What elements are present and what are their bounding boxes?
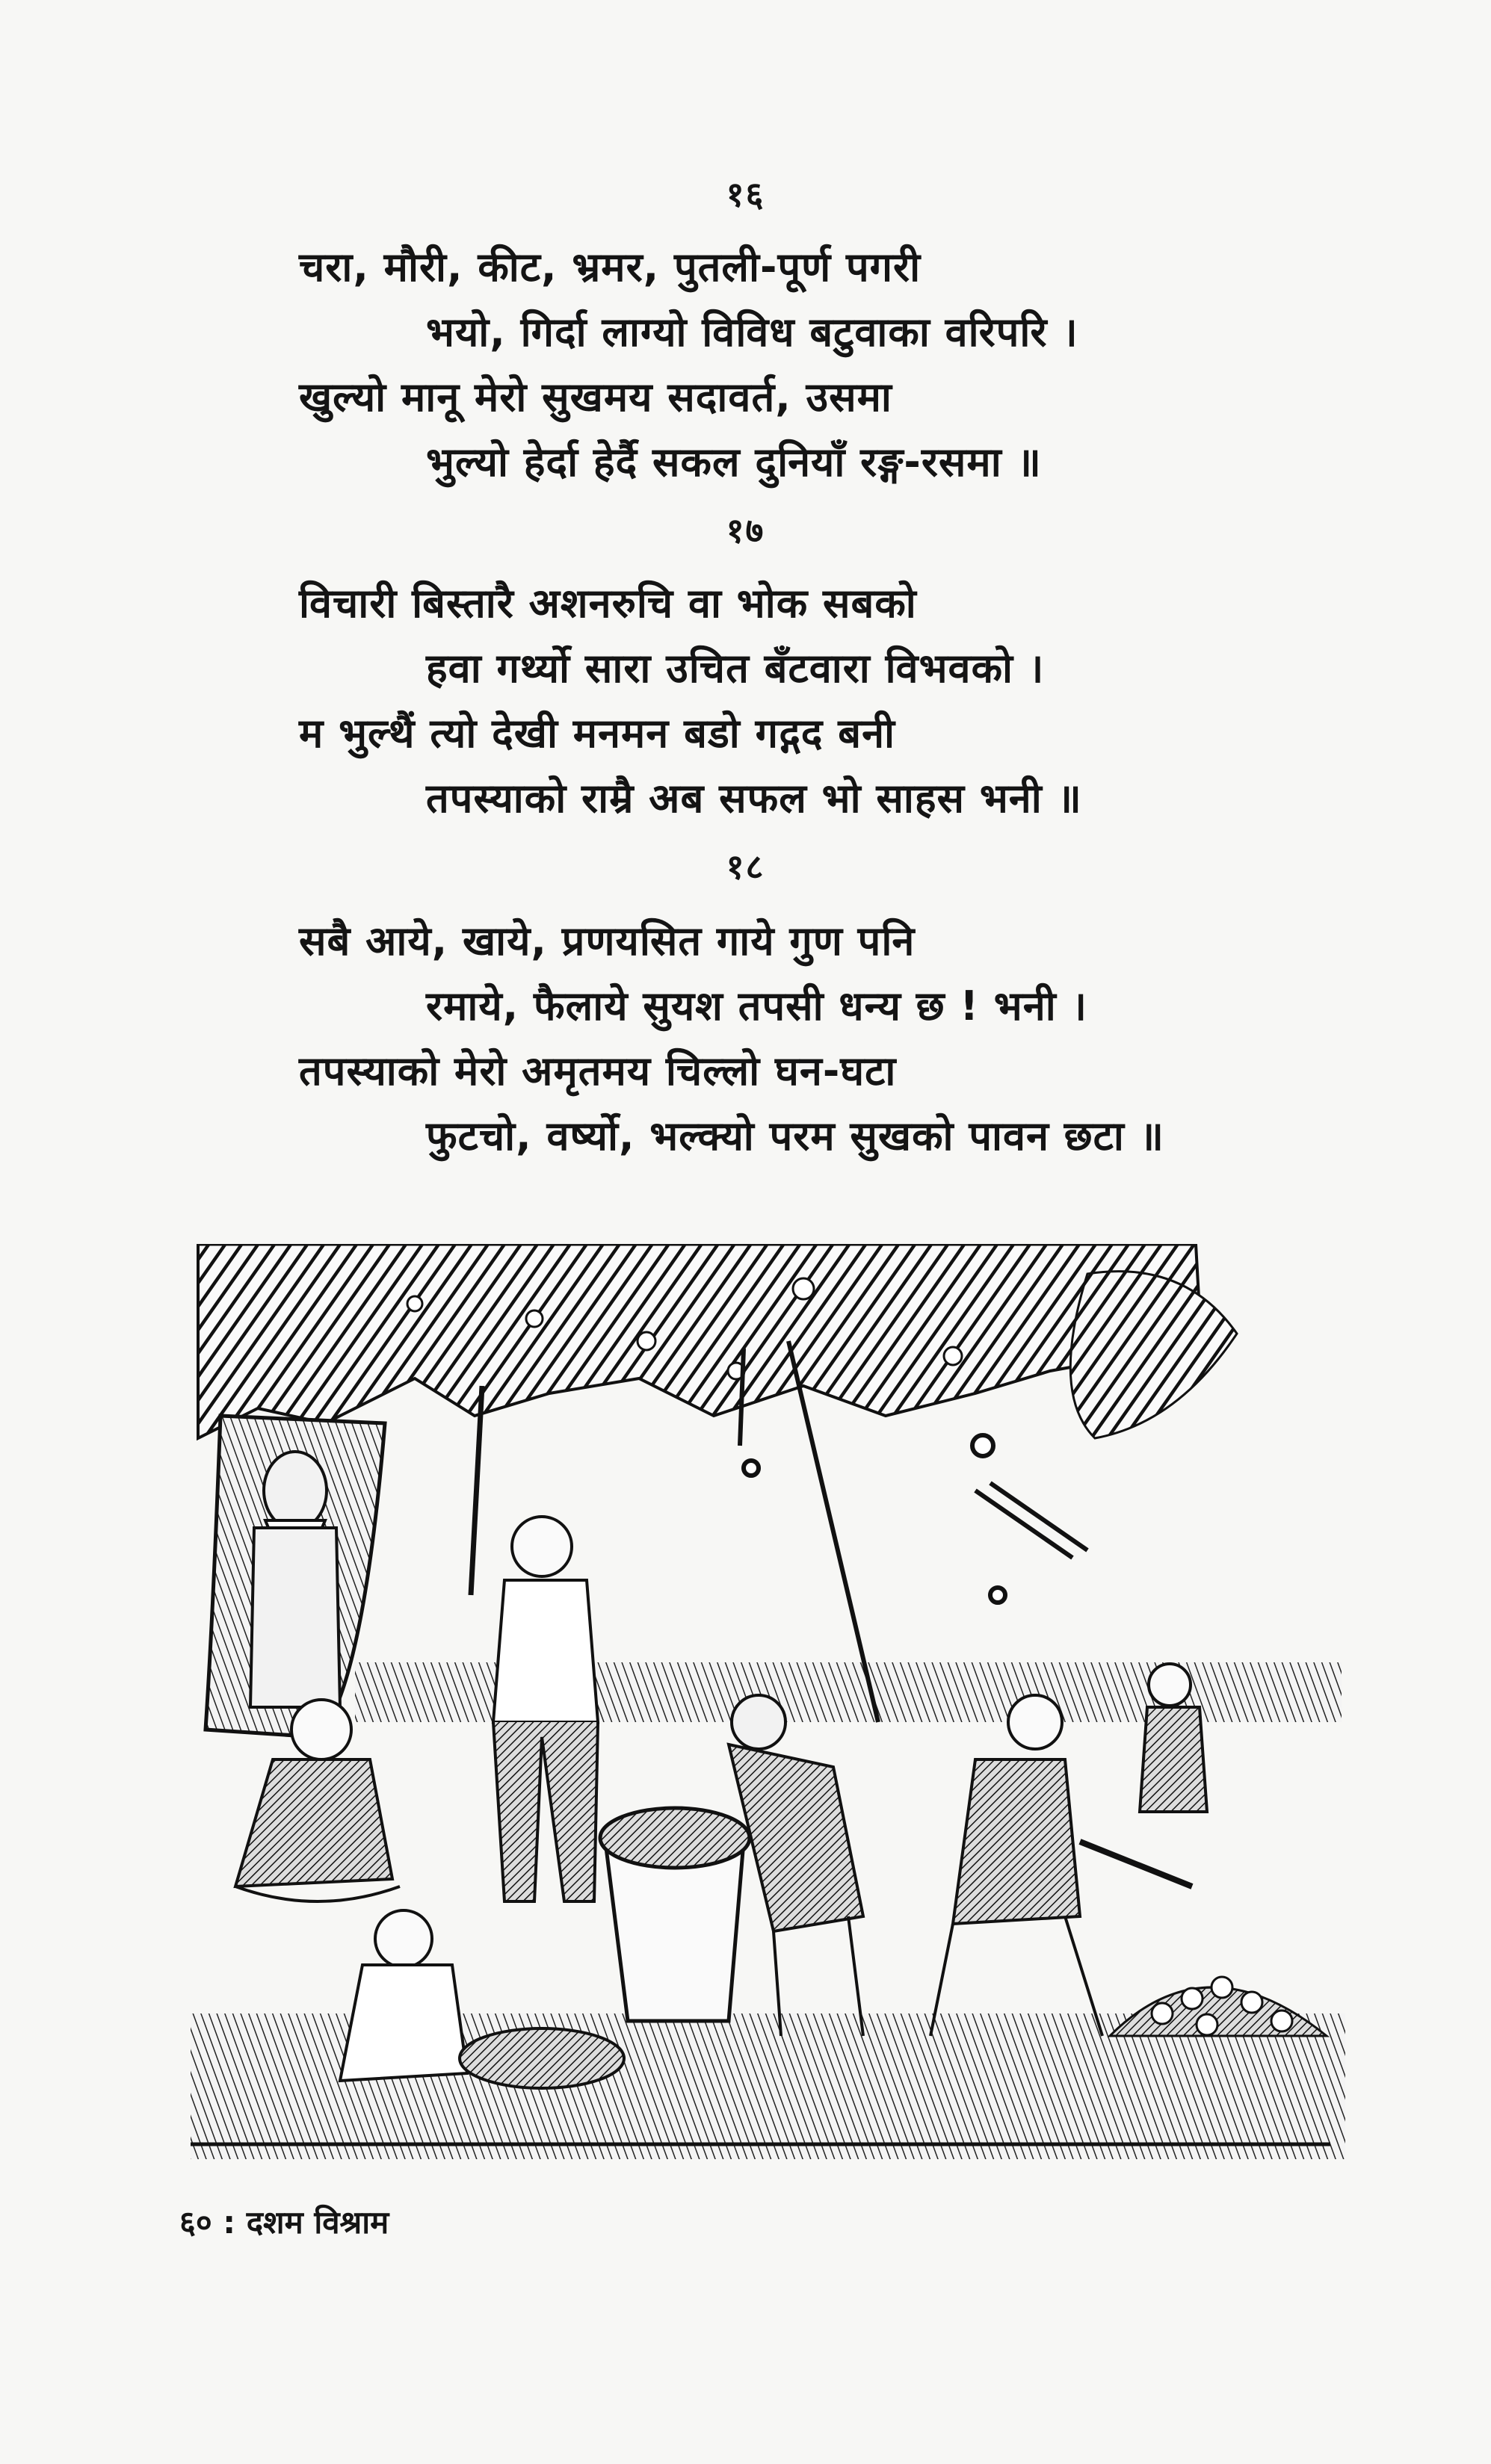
verse-line: तपस्याको राम्रै अब सफल भो साहस भनी ॥ [426, 775, 1082, 822]
verse-line: म भुल्थैं त्यो देखी मनमन बडो गद्गद बनी [299, 710, 896, 757]
fruit-pile [1110, 1977, 1327, 2036]
seated-man-foreground [340, 1910, 624, 2088]
fruit-harvest-illustration [191, 1244, 1345, 2159]
verse-line: चरा, मौरी, कीट, भ्रमर, पुतली-पूर्ण पगरी [299, 244, 922, 291]
bending-man [729, 1695, 863, 2036]
verse-line: खुल्यो मानू मेरो सुखमय सदावर्त, उसमा [299, 374, 892, 421]
man-with-stick [471, 1386, 598, 1901]
verse-number: १६ [726, 174, 765, 214]
verse-line: हवा गर्थ्यो सारा उचित बँटवारा विभवको । [426, 645, 1045, 692]
verse-line: रमाये, फैलाये सुयश तपसी धन्य छ ! भनी । [426, 982, 1087, 1030]
fruit-basket [600, 1808, 750, 2021]
verse-line: भयो, गिर्दा लाग्यो विविध बटुवाका वरिपरि । [426, 309, 1078, 356]
verse-line: विचारी बिस्तारै अशनरुचि वा भोक सबको [299, 580, 917, 627]
page-footer: ६० : दशम विश्राम [179, 2204, 389, 2241]
verse-line: सबै आये, खाये, प्रणयसित गाये गुण पनि [299, 917, 916, 965]
verse-line: तपस्याको मेरो अमृतमय चिल्लो घन-घटा [299, 1047, 897, 1095]
verse-number: १८ [726, 846, 765, 887]
sage-figure [250, 1452, 340, 1707]
tree-canopy [198, 1244, 1237, 1438]
verse-line: फुटचो, वर्ष्यो, भल्क्यो परम सुखको पावन छटा ॥ [426, 1112, 1165, 1160]
verse-number: १७ [726, 510, 765, 551]
verse-line: भुल्यो हेर्दा हेर्दै सकल दुनियाँ रङ्ग-रसमा ॥ [426, 439, 1042, 486]
